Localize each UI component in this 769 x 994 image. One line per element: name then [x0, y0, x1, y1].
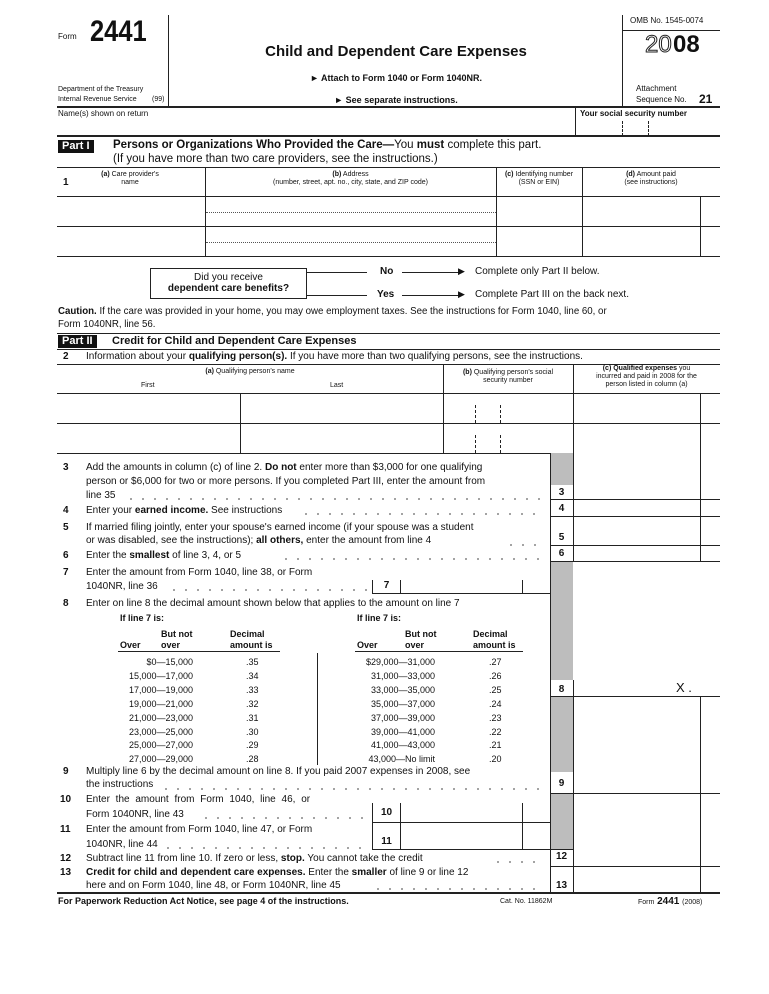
col-d-header: (d) Amount paid (see instructions)	[624, 171, 678, 187]
line-13-text-2: here and on Form 1040, line 48, or Form 1040NR, line 45	[86, 880, 341, 891]
provider-row-1[interactable]	[57, 197, 720, 226]
line-13-text: Credit for child and dependent care expenses. Enter the smaller of line 9 or line 12	[86, 867, 469, 878]
decimal-header: Decimal	[230, 629, 265, 639]
income-range: 35,000—37,000	[370, 698, 435, 709]
qp-col-c-header: (c) Qualified expenses you incurred and paid in 2008 for the person listed in column (a)	[596, 365, 697, 389]
over-header-2: over	[161, 640, 181, 650]
line-4-number: 4	[63, 505, 69, 516]
line-1-number: 1	[63, 177, 69, 188]
arrow-icon: ▶	[458, 289, 465, 299]
part2-title: Credit for Child and Dependent Care Expenses	[112, 335, 357, 347]
instructions-note: ► See separate instructions.	[334, 95, 458, 105]
line-10-number: 10	[60, 794, 72, 805]
line-2-number: 2	[63, 351, 69, 362]
line-7-number: 7	[63, 567, 69, 578]
income-range: 27,000—29,000	[128, 754, 193, 765]
line-4-box-label: 4	[558, 503, 565, 514]
line-4-text: Enter your earned income. See instructions	[86, 505, 283, 516]
qp-col-b-header: (b) Qualifying person's social security number	[462, 369, 554, 385]
line-6-text: Enter the smallest of line 3, 4, or 5	[86, 550, 242, 561]
form-label: Form	[58, 32, 77, 41]
income-range: $0—15,000	[146, 657, 193, 667]
line-10-text-2: Form 1040NR, line 43	[86, 809, 184, 820]
line-12-amount[interactable]	[574, 850, 720, 866]
qp-col-a-header: (a) Qualifying person's name	[205, 368, 295, 375]
line-9-number: 9	[63, 766, 69, 777]
yes-instruction: Complete Part III on the back next.	[475, 289, 629, 300]
amount-is-header: amount is	[473, 640, 516, 650]
name-field[interactable]	[57, 118, 574, 135]
line-13-box-label: 13	[555, 880, 568, 891]
line-4-amount[interactable]	[574, 500, 720, 516]
line-11-amount[interactable]	[401, 823, 550, 849]
agency-code: (99)	[152, 96, 165, 103]
but-not-header: But not	[405, 629, 437, 639]
line-13-amount[interactable]	[574, 867, 720, 892]
line-6-amount[interactable]	[574, 546, 720, 561]
income-range: 21,000—23,000	[128, 712, 193, 723]
attachment-label: Attachment	[636, 84, 677, 93]
line-8-number: 8	[63, 598, 69, 609]
line-11-text: Enter the amount from Form 1040, line 47, or Form	[86, 824, 313, 835]
line-9-box-label: 9	[558, 778, 565, 789]
form-number: 2441	[90, 15, 147, 48]
line-3-text-3: line 35	[86, 490, 116, 501]
attach-note: ► Attach to Form 1040 or Form 1040NR.	[309, 73, 483, 83]
decimal-amount: .22	[489, 726, 502, 737]
tax-year-prefix: 20	[645, 31, 672, 58]
footer-form-id: Form 2441 (2008)	[638, 896, 703, 907]
line-5-text: If married filing jointly, enter your spouse's earned income (if your spouse was a student	[86, 522, 474, 533]
line-6-box-label: 6	[558, 548, 565, 559]
department: Department of the Treasury	[58, 86, 144, 93]
decimal-amount: .25	[489, 684, 502, 695]
form-title: Child and Dependent Care Expenses	[265, 43, 527, 60]
paperwork-notice: For Paperwork Reduction Act Notice, see page 4 of the instructions.	[58, 896, 349, 906]
line-3-text-2: person or $6,000 for two or more persons. If you completed Part III, enter the amount from	[86, 476, 486, 487]
line-11-box-label: 11	[381, 836, 392, 847]
line-10-text: Enter the amount from Form 1040, line 46, or	[86, 794, 311, 805]
arrow-icon: ▶	[458, 266, 465, 276]
line-8-amount[interactable]	[574, 662, 720, 695]
sequence-label: Sequence No.	[636, 95, 687, 104]
over-header: Over	[120, 640, 141, 650]
decimal-amount: .35	[246, 657, 259, 667]
col-a-header: (a) Care provider's name	[101, 171, 159, 187]
line-5-text-2: or was disabled, see the instructions); all others, enter the amount from line 4	[86, 535, 432, 546]
col-c-header: (c) Identifying number (SSN or EIN)	[504, 171, 574, 187]
line-3-text: Add the amounts in column (c) of line 2. Do not enter more than $3,000 for one qualifying	[86, 462, 483, 473]
income-range: 37,000—39,000	[370, 712, 435, 723]
line-9-text: Multiply line 6 by the decimal amount on line 8. If you paid 2007 expenses in 2008, see	[86, 766, 471, 777]
tax-year-suffix: 08	[673, 31, 700, 58]
answer-no[interactable]: No	[380, 266, 394, 277]
line-5-box-label: 5	[558, 532, 565, 543]
decimal-amount: .27	[489, 657, 502, 667]
income-range: 33,000—35,000	[370, 684, 435, 695]
decimal-header: Decimal	[473, 629, 508, 639]
answer-yes[interactable]: Yes	[377, 289, 395, 300]
line-3-amount[interactable]	[574, 454, 720, 499]
decimal-amount: .34	[246, 670, 259, 681]
decimal-amount: .24	[489, 698, 502, 709]
qualifying-person-row-1[interactable]	[57, 394, 720, 423]
income-range: 43,000—No limit	[368, 754, 435, 765]
line-9-text-2: the instructions	[86, 779, 154, 790]
line-3-number: 3	[63, 462, 69, 473]
line-12-number: 12	[60, 853, 72, 864]
income-range: 31,000—33,000	[370, 670, 435, 681]
income-range: 15,000—17,000	[128, 670, 193, 681]
ssn-label: Your social security number	[580, 109, 687, 118]
if-line7-right: If line 7 is:	[357, 613, 402, 623]
decimal-amount: .21	[489, 740, 502, 751]
line-12-text: Subtract line 11 from line 10. If zero or less, stop. You cannot take the credit	[86, 853, 423, 864]
income-range: 39,000—41,000	[370, 726, 435, 737]
col-b-header: (b) Address (number, street, apt. no., city, state, and ZIP code)	[273, 171, 428, 187]
decimal-amount: .23	[489, 712, 502, 723]
decimal-amount: .26	[489, 670, 502, 681]
line-8-box-label: 8	[558, 684, 565, 695]
omb-number: OMB No. 1545-0074	[630, 16, 704, 25]
over-header-2: over	[405, 640, 425, 650]
line-7-text-2: 1040NR, line 36	[86, 581, 158, 592]
part1-badge: Part I	[58, 140, 94, 153]
part1-title: Persons or Organizations Who Provided the Care—You must complete this part.	[113, 139, 542, 151]
provider-row-2[interactable]	[57, 227, 720, 256]
sequence-number: 21	[699, 92, 713, 106]
line-13-number: 13	[60, 867, 72, 878]
catalog-number: Cat. No. 11862M	[500, 898, 553, 905]
line-10-amount[interactable]	[401, 803, 550, 822]
line-11-number: 11	[60, 824, 71, 835]
benefits-question-box: Did you receive dependent care benefits?	[150, 268, 307, 299]
no-instruction: Complete only Part II below.	[475, 266, 600, 277]
decimal-amount: .32	[246, 698, 259, 709]
income-range: 41,000—43,000	[370, 740, 435, 751]
line-5-amount[interactable]	[574, 517, 720, 545]
decimal-amount: .33	[246, 684, 259, 695]
name-label: Name(s) shown on return	[58, 109, 149, 118]
income-range: 25,000—27,000	[128, 740, 193, 751]
line-7-amount[interactable]	[401, 578, 550, 593]
income-range: 17,000—19,000	[128, 684, 193, 695]
income-range: 19,000—21,000	[128, 698, 193, 709]
first-name-header: First	[141, 382, 155, 389]
caution-text: Caution. If the care was provided in your home, you may owe employment taxes. See the instructions for Form 1040, line 60, or	[58, 306, 607, 317]
line-8-text: Enter on line 8 the decimal amount shown below that applies to the amount on line 7	[86, 598, 460, 609]
line-7-box-label: 7	[383, 580, 390, 591]
line-9-amount[interactable]	[574, 772, 720, 793]
income-range: $29,000—31,000	[365, 657, 435, 667]
if-line7-left: If line 7 is:	[120, 613, 165, 623]
decimal-amount: .30	[246, 726, 259, 737]
decimal-amount: .31	[246, 712, 259, 723]
agency: Internal Revenue Service	[58, 96, 137, 103]
decimal-amount: .29	[246, 740, 259, 751]
last-name-header: Last	[330, 382, 344, 389]
line-8-decimal-mark: X .	[676, 680, 692, 695]
decimal-amount: .28	[246, 754, 259, 765]
line-10-box-label: 10	[380, 807, 393, 818]
decimal-amount: .20	[489, 754, 502, 765]
qualifying-person-row-2[interactable]	[57, 424, 720, 453]
but-not-header: But not	[161, 629, 193, 639]
line-5-number: 5	[63, 522, 69, 533]
line-11-text-2: 1040NR, line 44	[86, 839, 158, 850]
line-2-text: Information about your qualifying person(s). If you have more than two qualifying persons, see the instructions.	[86, 351, 583, 362]
line-6-number: 6	[63, 550, 69, 561]
line-12-box-label: 12	[555, 851, 568, 862]
part2-badge: Part II	[58, 335, 97, 348]
part1-subtitle: (If you have more than two care providers, see the instructions.)	[113, 153, 438, 165]
amount-is-header: amount is	[230, 640, 273, 650]
income-range: 23,000—25,000	[128, 726, 193, 737]
caution-text-2: Form 1040NR, line 56.	[58, 319, 156, 330]
line-7-text: Enter the amount from Form 1040, line 38, or Form	[86, 567, 313, 578]
line-3-box-label: 3	[558, 487, 565, 498]
over-header: Over	[357, 640, 378, 650]
